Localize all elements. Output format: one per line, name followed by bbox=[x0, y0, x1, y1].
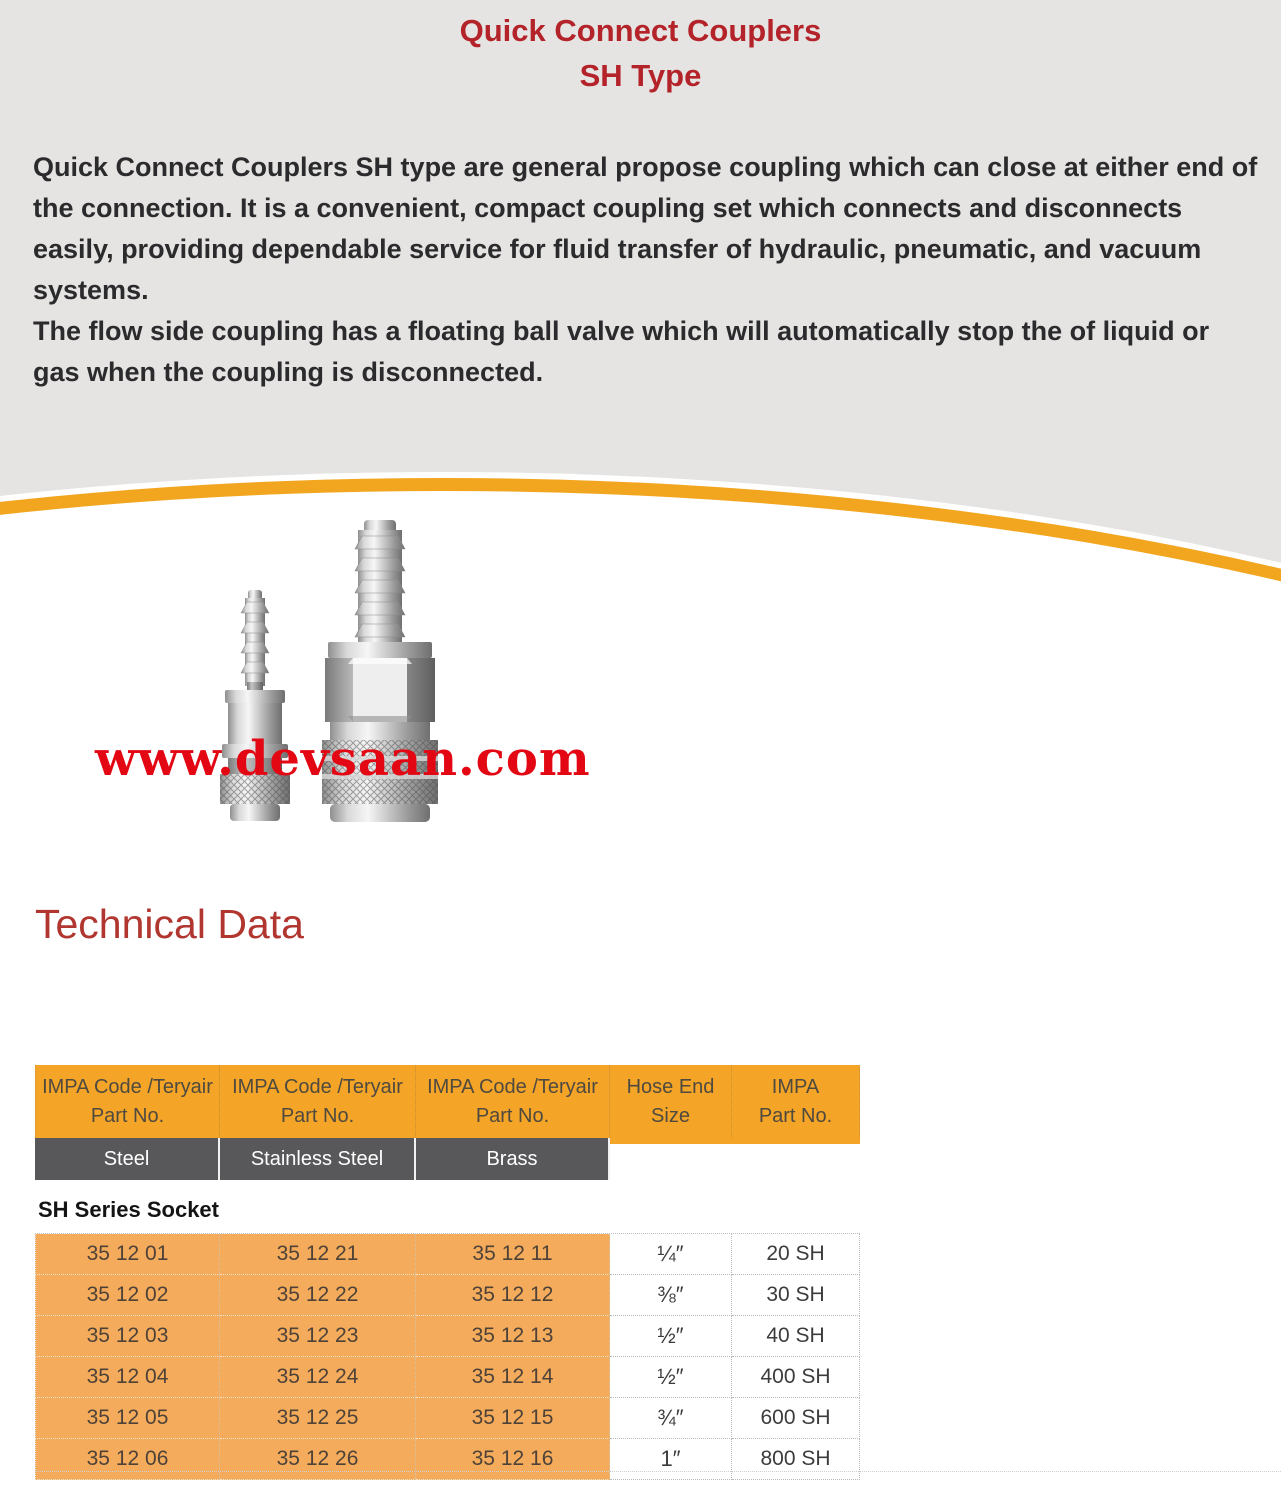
table-cell: 800 SH bbox=[732, 1439, 860, 1480]
series-section-label: SH Series Socket bbox=[35, 1186, 860, 1234]
subheader-brass: Brass bbox=[416, 1138, 610, 1180]
subheader-spacer-impa bbox=[732, 1138, 860, 1186]
table-cell: 35 12 25 bbox=[220, 1398, 416, 1439]
table-cell: 35 12 16 bbox=[416, 1439, 610, 1480]
description-paragraph-2: The flow side coupling has a floating ball valve which will automatically stop the of liquid or gas when the coupling is disconnected. bbox=[33, 316, 1210, 387]
product-description bbox=[33, 147, 1259, 393]
table-cell: 35 12 24 bbox=[220, 1357, 416, 1398]
column-header-brass: IMPA Code /Teryair Part No. bbox=[416, 1065, 610, 1138]
table-cell: 35 12 05 bbox=[35, 1398, 220, 1439]
table-cell: ¾″ bbox=[610, 1398, 732, 1439]
technical-data-table bbox=[35, 1065, 860, 1480]
table-cell: 35 12 15 bbox=[416, 1398, 610, 1439]
table-cell: ½″ bbox=[610, 1316, 732, 1357]
subheader-spacer-hose bbox=[610, 1138, 732, 1186]
table-cell: ⅜″ bbox=[610, 1275, 732, 1316]
table-cell: 40 SH bbox=[732, 1316, 860, 1357]
table-cell: 35 12 14 bbox=[416, 1357, 610, 1398]
table-cell: ½″ bbox=[610, 1357, 732, 1398]
watermark-text: www.devsaan.com bbox=[95, 731, 591, 787]
table-cell: 30 SH bbox=[732, 1275, 860, 1316]
column-header-steel: IMPA Code /Teryair Part No. bbox=[35, 1065, 220, 1138]
table-cell: 35 12 02 bbox=[35, 1275, 220, 1316]
technical-data-heading: Technical Data bbox=[35, 901, 304, 947]
table-cell: 1″ bbox=[610, 1439, 732, 1480]
couplers-illustration bbox=[150, 512, 600, 842]
column-header-stainless: IMPA Code /Teryair Part No. bbox=[220, 1065, 416, 1138]
table-cell: 35 12 03 bbox=[35, 1316, 220, 1357]
subheader-steel: Steel bbox=[35, 1138, 220, 1180]
table-cell: 600 SH bbox=[732, 1398, 860, 1439]
table-cell: 35 12 23 bbox=[220, 1316, 416, 1357]
page-title bbox=[0, 8, 1281, 98]
table-cell: 35 12 21 bbox=[220, 1234, 416, 1275]
table-cell: 35 12 12 bbox=[416, 1275, 610, 1316]
table-cell: 35 12 13 bbox=[416, 1316, 610, 1357]
table-cell: 35 12 11 bbox=[416, 1234, 610, 1275]
page-title-line2: SH Type bbox=[579, 58, 702, 93]
table-cell: 400 SH bbox=[732, 1357, 860, 1398]
product-photo-couplers bbox=[150, 512, 600, 842]
table-cell: 35 12 22 bbox=[220, 1275, 416, 1316]
table-cell: 35 12 26 bbox=[220, 1439, 416, 1480]
column-header-hose-end-size: Hose End Size bbox=[610, 1065, 732, 1138]
page-title-line1: Quick Connect Couplers bbox=[459, 13, 822, 48]
table-cell: 20 SH bbox=[732, 1234, 860, 1275]
table-cell: ¼″ bbox=[610, 1234, 732, 1275]
column-header-impa-part-no: IMPA Part No. bbox=[732, 1065, 860, 1138]
table-cell: 35 12 04 bbox=[35, 1357, 220, 1398]
subheader-stainless-steel: Stainless Steel bbox=[220, 1138, 416, 1180]
table-cell: 35 12 01 bbox=[35, 1234, 220, 1275]
description-paragraph-1: Quick Connect Couplers SH type are general propose coupling which can close at either end of the connection. It is a convenient, compact coupling set which connects and disconnects easily, providing dependable service for fluid transfer of hydraulic, pneumatic, and vacuum systems. bbox=[33, 152, 1258, 305]
table-cell: 35 12 06 bbox=[35, 1439, 220, 1480]
page-bottom-rule bbox=[35, 1471, 1281, 1472]
